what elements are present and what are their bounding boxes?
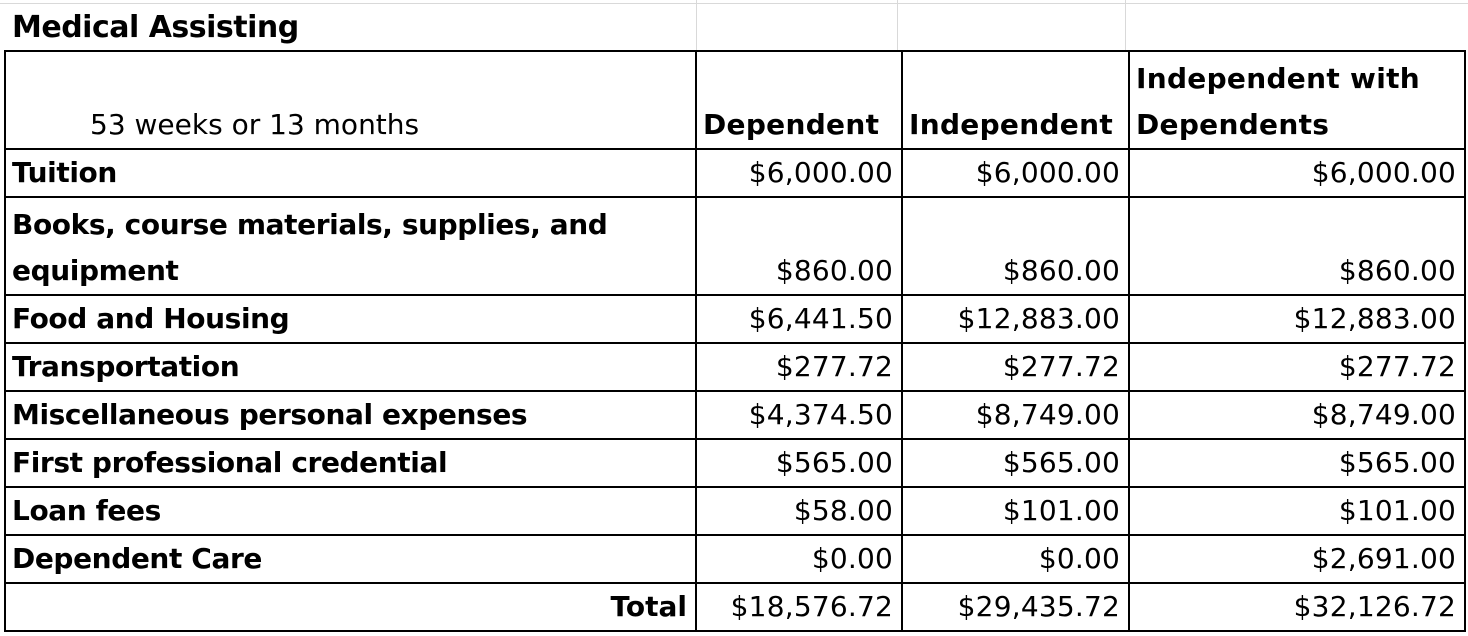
cell-independent-with-dependents[interactable]: $12,883.00 — [1129, 295, 1465, 343]
cell-independent[interactable]: $0.00 — [902, 535, 1129, 583]
cell-dependent[interactable]: $0.00 — [696, 535, 902, 583]
row-label[interactable]: First professional credential — [5, 439, 696, 487]
table-row — [5, 487, 1465, 535]
total-label[interactable]: Total — [5, 583, 696, 631]
cell-independent[interactable]: $8,749.00 — [902, 391, 1129, 439]
column-header-independent[interactable]: Independent — [902, 51, 1129, 149]
total-independent-with-dependents[interactable]: $32,126.72 — [1129, 583, 1465, 631]
total-row — [5, 583, 1465, 631]
cell-independent-with-dependents[interactable]: $8,749.00 — [1129, 391, 1465, 439]
cell-independent-with-dependents[interactable]: $277.72 — [1129, 343, 1465, 391]
table-row — [5, 295, 1465, 343]
cell-dependent[interactable]: $277.72 — [696, 343, 902, 391]
cell-independent[interactable]: $101.00 — [902, 487, 1129, 535]
cell-dependent[interactable]: $565.00 — [696, 439, 902, 487]
total-independent[interactable]: $29,435.72 — [902, 583, 1129, 631]
cell-independent[interactable]: $565.00 — [902, 439, 1129, 487]
cell-independent-with-dependents[interactable]: $565.00 — [1129, 439, 1465, 487]
table-row — [5, 439, 1465, 487]
program-duration-cell[interactable]: 53 weeks or 13 months — [5, 51, 696, 149]
row-label[interactable]: Loan fees — [5, 487, 696, 535]
table-row — [5, 149, 1465, 197]
table-row — [5, 535, 1465, 583]
cell-independent-with-dependents[interactable]: $101.00 — [1129, 487, 1465, 535]
row-label[interactable]: Miscellaneous personal expenses — [5, 391, 696, 439]
cell-dependent[interactable]: $6,000.00 — [696, 149, 902, 197]
cell-independent[interactable]: $277.72 — [902, 343, 1129, 391]
column-header-dependent[interactable]: Dependent — [696, 51, 902, 149]
table-header-row — [5, 51, 1465, 149]
row-label[interactable]: Food and Housing — [5, 295, 696, 343]
sheet-gridline — [696, 0, 697, 50]
cell-dependent[interactable]: $860.00 — [696, 197, 902, 295]
cell-independent[interactable]: $12,883.00 — [902, 295, 1129, 343]
sheet-gridline — [1125, 0, 1126, 50]
row-label[interactable]: Books, course materials, supplies, and equipment — [5, 197, 696, 295]
row-label[interactable]: Transportation — [5, 343, 696, 391]
cost-of-attendance-table — [4, 50, 1466, 632]
table-row — [5, 197, 1465, 295]
row-label[interactable]: Dependent Care — [5, 535, 696, 583]
table-row — [5, 343, 1465, 391]
cell-dependent[interactable]: $58.00 — [696, 487, 902, 535]
cell-independent[interactable]: $6,000.00 — [902, 149, 1129, 197]
cell-independent-with-dependents[interactable]: $860.00 — [1129, 197, 1465, 295]
cell-independent-with-dependents[interactable]: $2,691.00 — [1129, 535, 1465, 583]
cell-dependent[interactable]: $6,441.50 — [696, 295, 902, 343]
sheet-title: Medical Assisting — [12, 10, 299, 45]
cell-dependent[interactable]: $4,374.50 — [696, 391, 902, 439]
column-header-independent-with-dependents[interactable]: Independent with Dependents — [1129, 51, 1465, 149]
table-row — [5, 391, 1465, 439]
cell-independent[interactable]: $860.00 — [902, 197, 1129, 295]
sheet-gridline — [897, 0, 898, 50]
cell-independent-with-dependents[interactable]: $6,000.00 — [1129, 149, 1465, 197]
sheet-gridline-top — [0, 3, 1468, 4]
row-label[interactable]: Tuition — [5, 149, 696, 197]
total-dependent[interactable]: $18,576.72 — [696, 583, 902, 631]
